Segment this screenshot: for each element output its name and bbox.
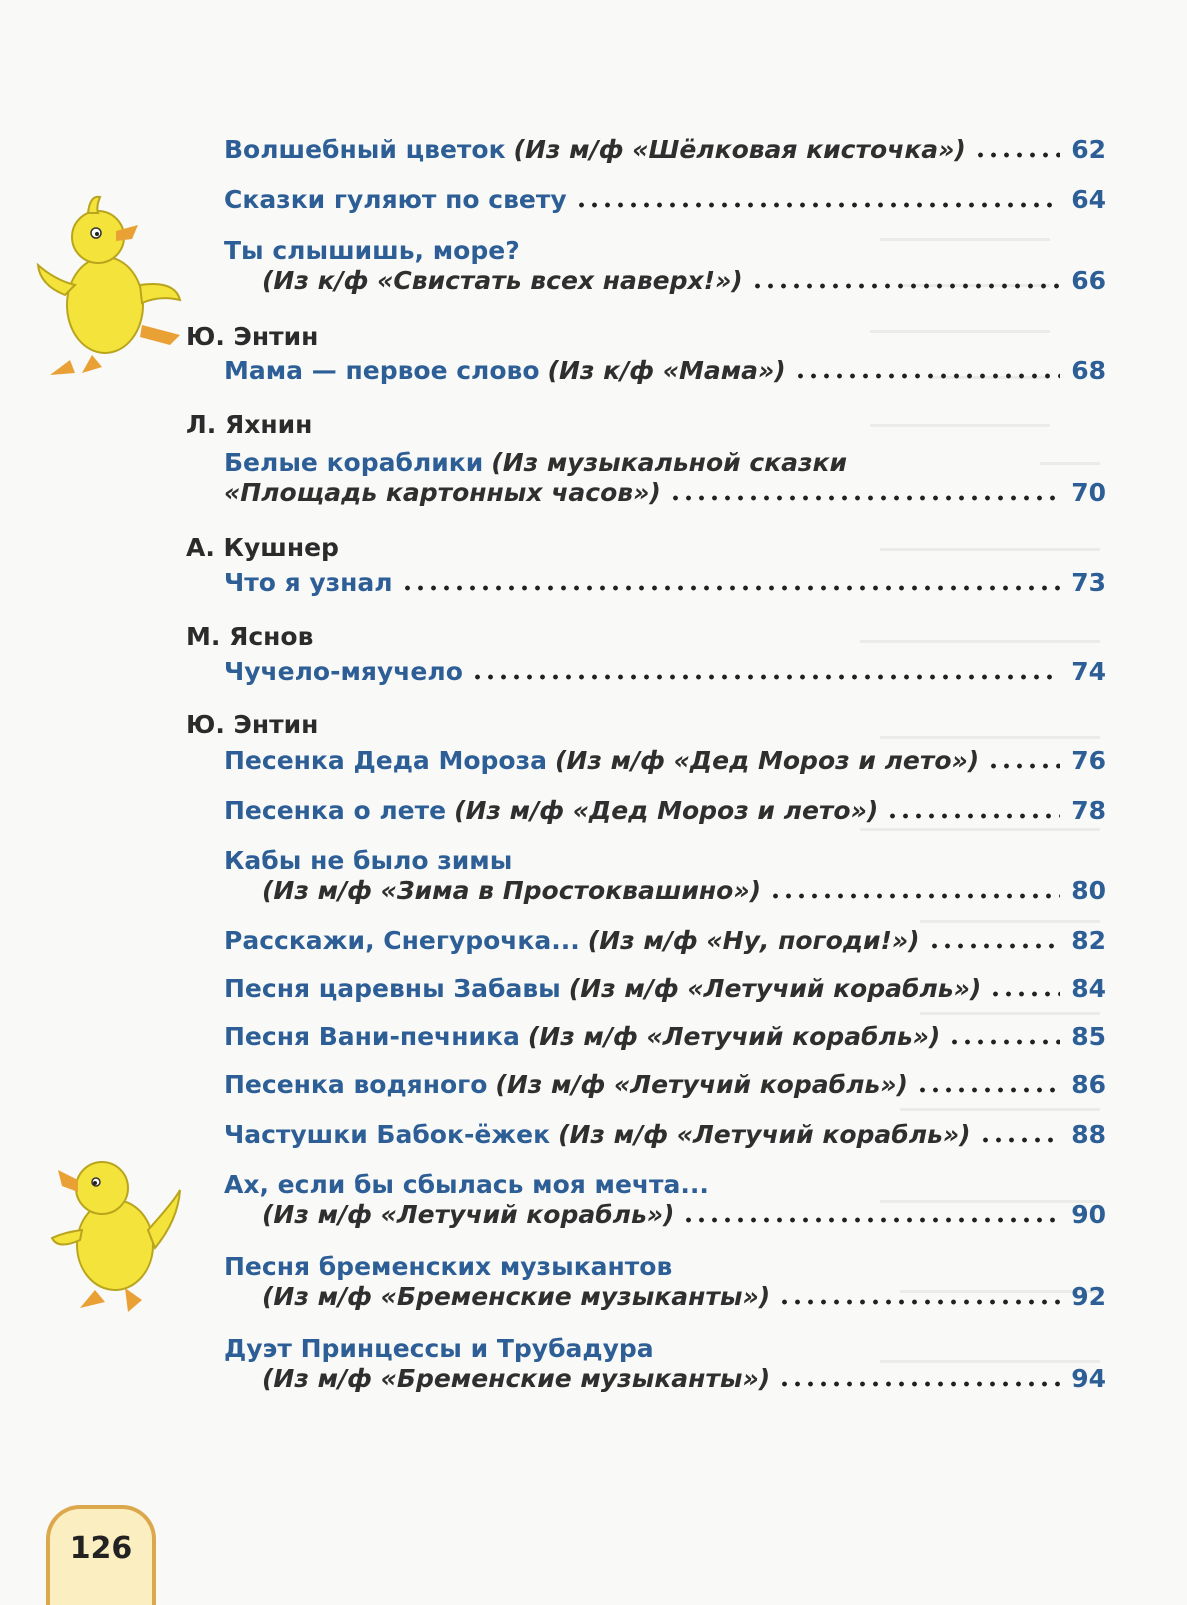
entry-note: (Из м/ф «Ну, погоди!») — [587, 926, 920, 955]
entry-note: (Из м/ф «Дед Мороз и лето») — [554, 746, 980, 775]
toc-entry — [224, 1120, 1106, 1160]
entry-note: (Из музыкальной сказки — [491, 448, 848, 477]
dot-leader — [669, 495, 1060, 501]
entry-page-number: 73 — [1071, 568, 1106, 597]
dot-leader — [778, 1299, 1060, 1305]
dot-leader — [401, 585, 1060, 591]
entry-title — [224, 448, 847, 477]
entry-note: (Из м/ф «Шёлковая кисточка») — [513, 135, 966, 164]
entry-title: Ах, если бы сбылась моя мечта... — [224, 1170, 709, 1199]
entry-page-number: 82 — [1071, 926, 1106, 955]
dot-leader — [928, 943, 1060, 949]
entry-title: Песенка о лете — [224, 796, 447, 825]
entry-page-number: 90 — [1071, 1200, 1106, 1229]
entry-page-number: 86 — [1071, 1070, 1106, 1099]
entry-page-number: 68 — [1071, 356, 1106, 385]
dot-leader — [974, 152, 1060, 158]
entry-page-number: 94 — [1071, 1364, 1106, 1393]
toc-entry — [224, 356, 1106, 396]
dot-leader — [778, 1381, 1060, 1387]
entry-title: Песенка водяного — [224, 1070, 488, 1099]
entry-note: (Из м/ф «Бременские музыканты») — [262, 1364, 771, 1393]
entry-page-number: 62 — [1071, 135, 1106, 164]
entry-page-number: 76 — [1071, 746, 1106, 775]
entry-note: (Из м/ф «Дед Мороз и лето») — [454, 796, 879, 825]
author-name: Ю. Энтин — [186, 710, 319, 739]
dot-leader — [989, 991, 1060, 997]
dot-leader — [987, 763, 1060, 769]
entry-title: Частушки Бабок-ёжек — [224, 1120, 551, 1149]
dot-leader — [886, 813, 1060, 819]
entry-title: Чучело-мяучело — [224, 657, 463, 686]
entry-note: (Из м/ф «Летучий корабль») — [262, 1200, 675, 1229]
dot-leader — [751, 283, 1060, 289]
toc-entry — [224, 478, 1106, 518]
toc-entry — [224, 974, 1106, 1014]
entry-title: Песня Вани-печника — [224, 1022, 520, 1051]
dot-leader — [948, 1039, 1060, 1045]
entry-page-number: 92 — [1071, 1282, 1106, 1311]
entry-page-number: 84 — [1071, 974, 1106, 1003]
toc-entry — [224, 1070, 1106, 1110]
entry-title: Песенка Деда Мороза — [224, 746, 547, 775]
entry-note: (Из м/ф «Летучий корабль») — [527, 1022, 941, 1051]
author-name: Л. Яхнин — [186, 410, 313, 439]
toc-entry — [262, 266, 1106, 306]
dot-leader — [794, 373, 1060, 379]
entry-note: (Из м/ф «Летучий корабль») — [568, 974, 982, 1003]
entry-title: Волшебный цветок — [224, 135, 506, 164]
duck-icon — [40, 1140, 190, 1320]
author-name: А. Кушнер — [186, 533, 339, 562]
entry-title: Что я узнал — [224, 568, 393, 597]
toc-entry — [224, 135, 1106, 175]
entry-title: Сказки гуляют по свету — [224, 185, 567, 214]
entry-page-number: 88 — [1071, 1120, 1106, 1149]
entry-note: (Из м/ф «Летучий корабль») — [495, 1070, 908, 1099]
toc-entry — [224, 926, 1106, 966]
toc-entry — [224, 568, 1106, 608]
entry-note: (Из м/ф «Зима в Простоквашино») — [262, 876, 762, 905]
toc-entry — [224, 657, 1106, 697]
author-name: Ю. Энтин — [186, 322, 319, 351]
dot-leader — [979, 1137, 1060, 1143]
entry-title: Мама — первое слово — [224, 356, 540, 385]
entry-note: (Из м/ф «Бременские музыканты») — [262, 1282, 771, 1311]
dot-leader — [471, 674, 1060, 680]
toc-entry — [262, 1200, 1106, 1240]
entry-note: «Площадь картонных часов») — [224, 478, 661, 507]
entry-page-number: 66 — [1071, 266, 1106, 295]
toc-entry — [262, 1282, 1106, 1322]
entry-title: Песня царевны Забавы — [224, 974, 561, 1003]
entry-page-number: 70 — [1071, 478, 1106, 507]
entry-page-number: 78 — [1071, 796, 1106, 825]
toc-entry — [262, 876, 1106, 916]
duck-icon — [30, 185, 190, 385]
dot-leader — [682, 1217, 1060, 1223]
page-number-tab: 126 — [46, 1505, 156, 1605]
toc-entry — [224, 1022, 1106, 1062]
entry-note: (Из к/ф «Свистать всех наверх!») — [262, 266, 743, 295]
entry-title: Ты слышишь, море? — [224, 236, 520, 265]
entry-page-number: 80 — [1071, 876, 1106, 905]
entry-title: Песня бременских музыкантов — [224, 1252, 673, 1281]
author-name: М. Яснов — [186, 622, 314, 651]
entry-title: Дуэт Принцессы и Трубадура — [224, 1334, 654, 1363]
toc-entry — [262, 1364, 1106, 1404]
entry-page-number: 85 — [1071, 1022, 1106, 1051]
dot-leader — [575, 202, 1060, 208]
entry-title: Расскажи, Снегурочка... — [224, 926, 580, 955]
entry-page-number: 74 — [1071, 657, 1106, 686]
dot-leader — [916, 1087, 1060, 1093]
toc-entry — [224, 746, 1106, 786]
entry-note: (Из к/ф «Мама») — [547, 356, 786, 385]
entry-note: (Из м/ф «Летучий корабль») — [558, 1120, 971, 1149]
dot-leader — [769, 893, 1060, 899]
entry-page-number: 64 — [1071, 185, 1106, 214]
entry-title-text: Белые кораблики — [224, 448, 484, 477]
toc-entry — [224, 185, 1106, 225]
toc-entry — [224, 796, 1106, 836]
entry-title: Кабы не было зимы — [224, 846, 513, 875]
